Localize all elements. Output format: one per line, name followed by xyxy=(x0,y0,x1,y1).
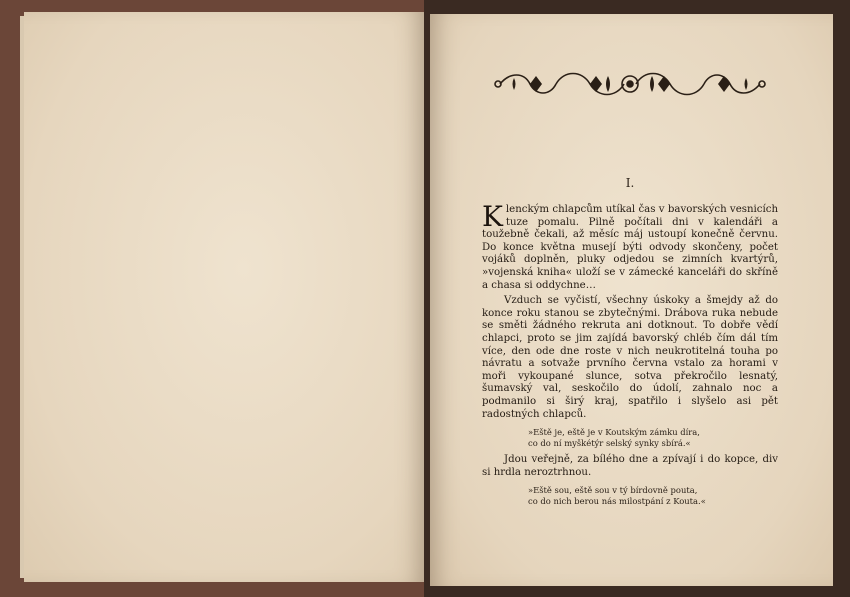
left-blank-page xyxy=(24,12,424,582)
verse-line: »Eště je, eště je v Koutským zámku díra, xyxy=(528,427,700,438)
ornament-header-icon xyxy=(490,66,770,100)
verse-line: co do ní myškétýr selský synky sbírá.« xyxy=(528,437,691,448)
verse-line: »Eště sou, eště sou v tý bírdovně pouta, xyxy=(528,485,698,496)
verse-line: co do nich berou nás milostpání z Kouta.« xyxy=(528,496,706,507)
paragraph-1 xyxy=(482,200,778,292)
body-text xyxy=(482,200,778,513)
drop-cap: K xyxy=(482,200,503,233)
paragraph-3: Jdou veřejně, za bílého dne a zpívají i do kopce, div si hrdla neroztrhnou. xyxy=(482,454,778,478)
paragraph-2: Vzduch se vyčistí, všechny úskoky a šmejdy až do konce roku stanou se zbytečnými. Drábova ruka nebude se směti žádného rekruta ani dotknout. To dobře vědí chlapci, proto se jim zajídá bavorský chléb čím dál tím více, den ode dne roste v nich neukrotitelná touha po návratu a sotvaže prvního června vstalo za horami v moři vykoupané slunce, sotva překročilo lesnatý, šumavský val, seskočilo do údolí, zahnalo noc a podmanilo si širý kraj, spatřilo i slyšelo asi pět radostných chlapců. xyxy=(482,295,778,420)
verse-2 xyxy=(528,485,778,506)
paragraph-1-text: lenckým chlapcům utíkal čas v bavorských vesnicích tuze pomalu. Pilně počítali dni v kalendáři a toužebně čekali, až měsíc máj ustoupí konečně červnu. Do konce května musejí býti odvody skončeny, počet vojáků doplněn, pluky odjedou se zimních kvartýrů, »vojenská kniha« uloží se v zámecké kanceláři do skříně a chasa si oddychne… xyxy=(482,204,778,291)
verse-1 xyxy=(528,427,778,448)
chapter-number: I. xyxy=(625,176,635,190)
